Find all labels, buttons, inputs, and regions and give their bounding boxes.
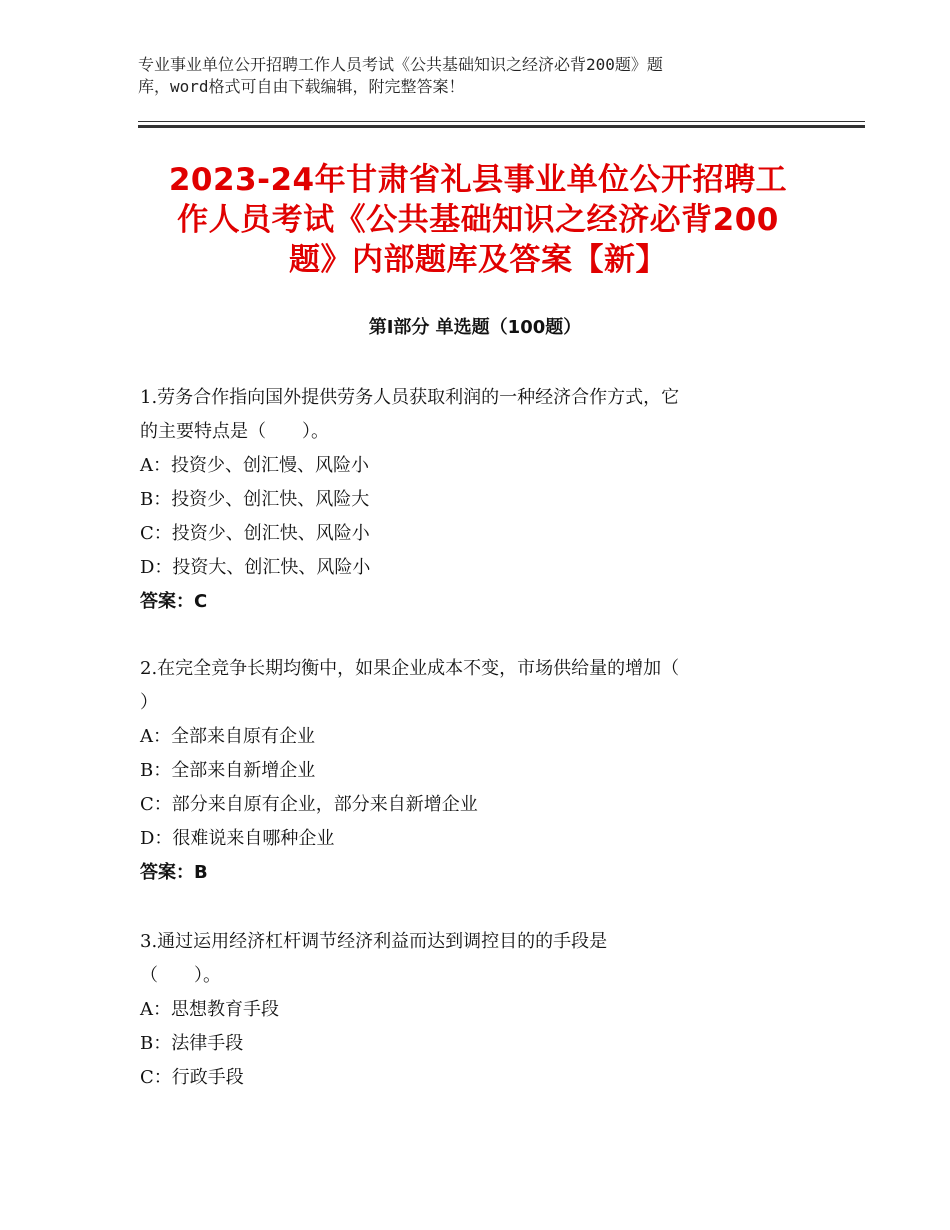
question-stem-line: 2.在完全竞争长期均衡中，如果企业成本不变，市场供给量的增加（	[140, 658, 680, 679]
header-divider-thin	[138, 121, 865, 122]
question-2	[140, 652, 800, 890]
option-d: D：投资大、创汇快、风险小	[140, 557, 371, 578]
title-line-2: 作人员考试《公共基础知识之经济必背200	[177, 202, 779, 238]
question-stem	[140, 381, 800, 449]
option-a: A：全部来自原有企业	[140, 726, 315, 747]
document-title	[148, 160, 808, 280]
title-line-3: 题》内部题库及答案【新】	[289, 242, 667, 278]
option-c: C：行政手段	[140, 1067, 244, 1088]
option-a: A：思想教育手段	[140, 999, 279, 1020]
question-1	[140, 381, 800, 619]
question-stem	[140, 925, 800, 993]
option-d: D：很难说来自哪种企业	[140, 828, 335, 849]
header-line-1: 专业事业单位公开招聘工作人员考试《公共基础知识之经济必背200题》题	[138, 55, 663, 74]
question-3	[140, 925, 800, 1095]
document-header	[138, 54, 798, 98]
question-stem-line: （ ）。	[140, 965, 221, 986]
question-stem-line: 1.劳务合作指向国外提供劳务人员获取利润的一种经济合作方式，它	[140, 387, 680, 408]
question-stem-line: 3.通过运用经济杠杆调节经济利益而达到调控目的的手段是	[140, 931, 608, 952]
header-line-2: 库，word格式可自由下载编辑，附完整答案！	[138, 77, 465, 96]
question-stem-line: ）	[140, 692, 158, 713]
answer: 答案：C	[140, 591, 208, 612]
section-heading: 第Ⅰ部分 单选题（100题）	[368, 317, 582, 338]
option-c: C：部分来自原有企业，部分来自新增企业	[140, 794, 478, 815]
option-b: B：全部来自新增企业	[140, 760, 316, 781]
option-c: C：投资少、创汇快、风险小	[140, 523, 370, 544]
option-b: B：法律手段	[140, 1033, 244, 1054]
question-stem	[140, 652, 800, 720]
header-divider-thick	[138, 125, 865, 128]
option-b: B：投资少、创汇快、风险大	[140, 489, 370, 510]
title-line-1: 2023-24年甘肃省礼县事业单位公开招聘工	[168, 162, 788, 198]
answer: 答案：B	[140, 862, 208, 883]
question-stem-line: 的主要特点是（ ）。	[140, 421, 329, 442]
option-a: A：投资少、创汇慢、风险小	[140, 455, 369, 476]
